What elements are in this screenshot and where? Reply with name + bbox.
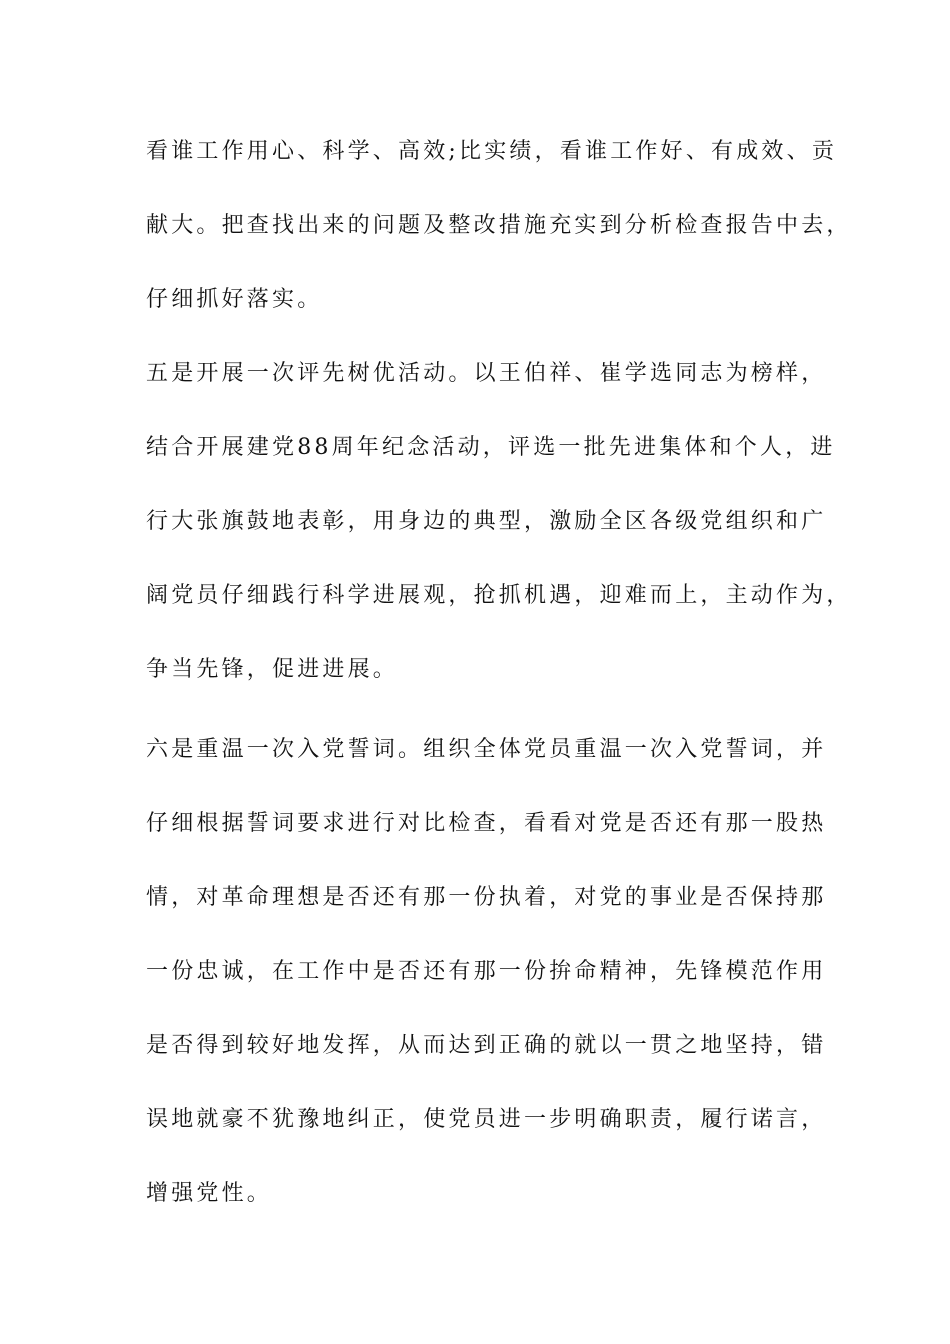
text-line: 误地就豪不犹豫地纠正，使党员进一步明确职责，履行诺言， [146, 1107, 827, 1132]
paragraph-start-line: 五是开展一次评先树优活动。以王伯祥、崔学选同志为榜样， [146, 361, 827, 386]
text-line: 是否得到较好地发挥，从而达到正确的就以一贯之地坚持，错 [146, 1033, 827, 1058]
text-line: 增强党性。 [146, 1181, 273, 1206]
text-line: 争当先锋，促进进展。 [146, 657, 399, 682]
text-line: 情，对革命理想是否还有那一份执着，对党的事业是否保持那 [146, 885, 827, 910]
text-line: 行大张旗鼓地表彰，用身边的典型，激励全区各级党组织和广 [146, 509, 827, 534]
text-line: 一份忠诚，在工作中是否还有那一份拚命精神，先锋模范作用 [146, 959, 827, 984]
text-line: 结合开展建党88周年纪念活动，评选一批先进集体和个人，进 [146, 435, 836, 460]
text-line: 仔细根据誓词要求进行对比检查，看看对党是否还有那一股热 [146, 811, 827, 836]
text-line: 阔党员仔细践行科学进展观，抢抓机遇，迎难而上，主动作为， [146, 583, 852, 608]
text-line: 看谁工作用心、科学、高效;比实绩，看谁工作好、有成效、贡 [146, 139, 838, 164]
text-line: 献大。把查找出来的问题及整改措施充实到分析检查报告中去， [146, 213, 852, 238]
text-line: 仔细抓好落实。 [146, 287, 323, 312]
paragraph-start-line: 六是重温一次入党誓词。组织全体党员重温一次入党誓词，并 [146, 737, 827, 762]
